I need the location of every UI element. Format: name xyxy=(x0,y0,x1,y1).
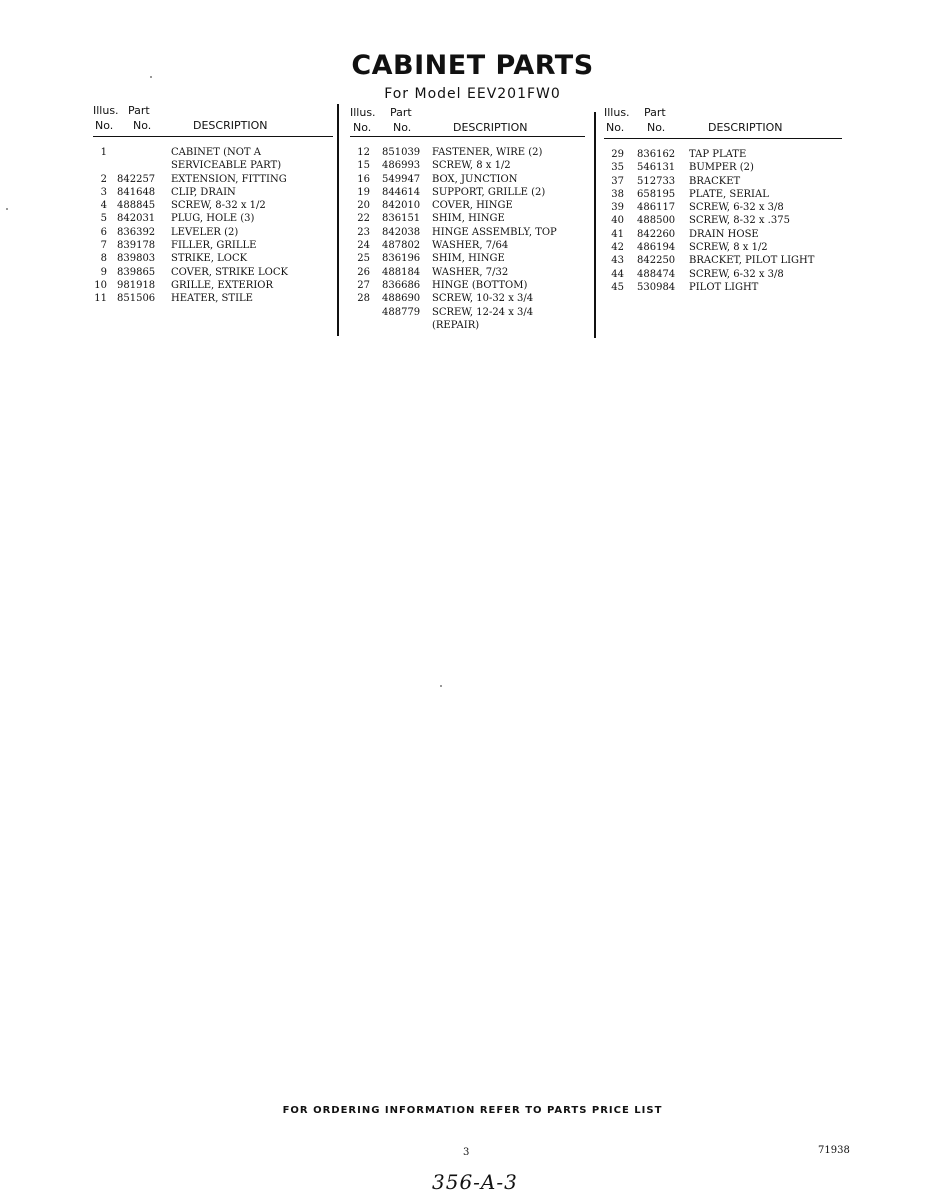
part-description: (REPAIR) xyxy=(432,319,480,331)
illus-number: 4 xyxy=(100,200,107,212)
header-description: DESCRIPTION xyxy=(193,119,268,132)
illus-number: 2 xyxy=(100,173,107,185)
part-number: 839865 xyxy=(117,266,156,278)
part-number: 842010 xyxy=(382,200,421,212)
part-description: BRACKET xyxy=(689,175,741,187)
parts-row xyxy=(93,160,333,173)
header-part: Part xyxy=(390,106,412,119)
parts-row xyxy=(93,200,333,213)
parts-row xyxy=(93,227,333,240)
parts-row xyxy=(604,176,842,189)
part-number: 488184 xyxy=(382,266,421,278)
part-description: BUMPER (2) xyxy=(689,162,754,174)
parts-row xyxy=(350,187,585,200)
part-description: HINGE ASSEMBLY, TOP xyxy=(432,226,557,238)
parts-row xyxy=(604,269,842,282)
illus-number: 7 xyxy=(100,240,107,252)
part-number: 851039 xyxy=(382,147,421,158)
part-description: SCREW, 6-32 x 3/8 xyxy=(689,268,784,280)
part-description: SHIM, HINGE xyxy=(432,213,505,225)
part-description: COVER, HINGE xyxy=(432,200,513,212)
part-description: WASHER, 7/64 xyxy=(432,240,509,252)
part-description: SCREW, 10-32 x 3/4 xyxy=(432,293,534,305)
column-divider xyxy=(594,112,596,338)
illus-number: 23 xyxy=(357,226,370,238)
part-description: SCREW, 8 x 1/2 xyxy=(432,160,511,172)
header-description: DESCRIPTION xyxy=(708,121,783,134)
parts-row xyxy=(350,160,585,173)
part-number: 841648 xyxy=(117,186,156,198)
illus-number: 10 xyxy=(94,279,107,291)
part-description: FASTENER, WIRE (2) xyxy=(432,147,543,158)
illus-number: 3 xyxy=(100,186,107,198)
column-header xyxy=(93,104,333,137)
illus-number: 5 xyxy=(100,213,107,225)
part-description: DRAIN HOSE xyxy=(689,228,759,240)
part-number: 836196 xyxy=(382,253,421,265)
parts-row xyxy=(93,253,333,266)
part-description: SCREW, 8-32 x 1/2 xyxy=(171,200,266,212)
part-number: 842250 xyxy=(637,255,676,267)
part-description: SERVICEABLE PART) xyxy=(171,160,282,172)
part-number: 836151 xyxy=(382,213,421,225)
part-description: PLATE, SERIAL xyxy=(689,188,769,200)
parts-row xyxy=(93,280,333,293)
parts-row xyxy=(93,174,333,187)
part-description: GRILLE, EXTERIOR xyxy=(171,279,274,291)
part-number: 851506 xyxy=(117,293,156,305)
part-description: HINGE (BOTTOM) xyxy=(432,279,528,291)
illus-number: 43 xyxy=(611,255,624,267)
parts-row xyxy=(350,253,585,266)
header-part: Part xyxy=(644,106,666,119)
illus-number: 42 xyxy=(611,242,624,254)
part-description: TAP PLATE xyxy=(689,149,747,160)
scan-speck xyxy=(150,76,152,78)
parts-row xyxy=(604,215,842,228)
illus-number: 11 xyxy=(94,293,107,305)
part-description: HEATER, STILE xyxy=(171,293,253,305)
part-number: 488474 xyxy=(637,268,676,280)
parts-column-3 xyxy=(604,106,842,295)
parts-row xyxy=(350,213,585,226)
illus-number: 38 xyxy=(611,188,624,200)
illus-number: 12 xyxy=(357,147,370,158)
parts-row xyxy=(350,293,585,306)
part-number: 836162 xyxy=(637,149,676,160)
part-number: 658195 xyxy=(637,188,676,200)
part-number: 842031 xyxy=(117,213,156,225)
parts-row xyxy=(93,240,333,253)
column-header xyxy=(604,106,842,139)
header-illus: Illus. xyxy=(350,106,376,119)
page-number: 3 xyxy=(463,1147,470,1158)
parts-row xyxy=(93,267,333,280)
parts-row xyxy=(604,149,842,162)
illus-number: 24 xyxy=(357,240,370,252)
illus-number: 39 xyxy=(611,202,624,214)
header-illus-no: No. xyxy=(353,121,372,134)
part-description: CLIP, DRAIN xyxy=(171,186,236,198)
part-number: 842038 xyxy=(382,226,421,238)
page-title: CABINET PARTS xyxy=(351,50,594,81)
part-description: LEVELER (2) xyxy=(171,226,239,238)
scan-speck xyxy=(6,208,8,210)
parts-row xyxy=(93,147,333,160)
header-illus-no: No. xyxy=(95,119,114,132)
part-description: SCREW, 12-24 x 3/4 xyxy=(432,306,534,318)
illus-number: 35 xyxy=(611,162,624,174)
parts-row xyxy=(604,255,842,268)
part-number: 512733 xyxy=(637,175,676,187)
part-number: 487802 xyxy=(382,240,421,252)
parts-row xyxy=(350,280,585,293)
part-description: FILLER, GRILLE xyxy=(171,240,257,252)
parts-row xyxy=(604,242,842,255)
illus-number: 15 xyxy=(357,160,370,172)
illus-number: 8 xyxy=(100,253,107,265)
parts-row xyxy=(350,147,585,160)
parts-rows xyxy=(350,147,585,333)
parts-row xyxy=(350,174,585,187)
ordering-note: FOR ORDERING INFORMATION REFER TO PARTS PRICE LIST xyxy=(282,1105,663,1116)
column-header xyxy=(350,104,585,137)
part-description: SCREW, 6-32 x 3/8 xyxy=(689,202,784,214)
parts-row xyxy=(604,162,842,175)
part-description: BOX, JUNCTION xyxy=(432,173,518,185)
header-part-no: No. xyxy=(393,121,412,134)
parts-row xyxy=(604,282,842,295)
illus-number: 22 xyxy=(357,213,370,225)
parts-row xyxy=(93,187,333,200)
part-number: 546131 xyxy=(637,162,676,174)
part-number: 549947 xyxy=(382,173,421,185)
part-number: 488500 xyxy=(637,215,676,227)
header-part-no: No. xyxy=(647,121,666,134)
part-description: COVER, STRIKE LOCK xyxy=(171,266,288,278)
parts-column-2 xyxy=(350,104,585,333)
parts-row xyxy=(350,267,585,280)
illus-number: 27 xyxy=(357,279,370,291)
part-number: 842260 xyxy=(637,228,676,240)
parts-row xyxy=(350,307,585,320)
illus-number: 1 xyxy=(100,147,107,158)
model-subtitle: For Model EEV201FW0 xyxy=(384,86,561,102)
part-number: 836392 xyxy=(117,226,156,238)
parts-rows xyxy=(93,147,333,307)
illus-number: 19 xyxy=(357,186,370,198)
part-description: SUPPORT, GRILLE (2) xyxy=(432,186,546,198)
illus-number: 37 xyxy=(611,175,624,187)
part-number: 842257 xyxy=(117,173,156,185)
part-description: PILOT LIGHT xyxy=(689,281,759,293)
part-description: EXTENSION, FITTING xyxy=(171,173,287,185)
parts-row xyxy=(350,320,585,333)
illus-number: 44 xyxy=(611,268,624,280)
part-number: 530984 xyxy=(637,281,676,293)
part-description: CABINET (NOT A xyxy=(171,147,261,158)
header-part: Part xyxy=(128,104,150,117)
illus-number: 16 xyxy=(357,173,370,185)
header-description: DESCRIPTION xyxy=(453,121,528,134)
part-number: 839178 xyxy=(117,240,156,252)
part-description: PLUG, HOLE (3) xyxy=(171,213,255,225)
parts-row xyxy=(604,229,842,242)
parts-rows xyxy=(604,149,842,295)
part-description: STRIKE, LOCK xyxy=(171,253,248,265)
illus-number: 29 xyxy=(611,149,624,160)
part-number: 836686 xyxy=(382,279,421,291)
parts-row xyxy=(604,189,842,202)
illus-number: 20 xyxy=(357,200,370,212)
parts-column-1 xyxy=(93,104,333,307)
part-number: 844614 xyxy=(382,186,421,198)
parts-row xyxy=(350,227,585,240)
parts-row xyxy=(93,213,333,226)
part-number: 839803 xyxy=(117,253,156,265)
illus-number: 41 xyxy=(611,228,624,240)
part-number: 488779 xyxy=(382,306,421,318)
part-description: SHIM, HINGE xyxy=(432,253,505,265)
part-number: 486194 xyxy=(637,242,676,254)
part-description: SCREW, 8 x 1/2 xyxy=(689,242,768,254)
header-part-no: No. xyxy=(133,119,152,132)
illus-number: 25 xyxy=(357,253,370,265)
illus-number: 9 xyxy=(100,266,107,278)
header-illus: Illus. xyxy=(93,104,119,117)
handwritten-note: 356-A-3 xyxy=(432,1170,518,1194)
illus-number: 28 xyxy=(357,293,370,305)
illus-number: 45 xyxy=(611,281,624,293)
document-number: 71938 xyxy=(818,1145,850,1156)
part-description: BRACKET, PILOT LIGHT xyxy=(689,255,815,267)
part-description: SCREW, 8-32 x .375 xyxy=(689,215,790,227)
part-number: 486993 xyxy=(382,160,421,172)
part-number: 486117 xyxy=(637,202,676,214)
column-divider xyxy=(337,104,339,336)
part-number: 981918 xyxy=(117,279,156,291)
parts-row xyxy=(93,293,333,306)
illus-number: 40 xyxy=(611,215,624,227)
part-number: 488845 xyxy=(117,200,156,212)
illus-number: 26 xyxy=(357,266,370,278)
parts-row xyxy=(350,240,585,253)
scan-speck xyxy=(440,685,442,687)
header-illus: Illus. xyxy=(604,106,630,119)
parts-row xyxy=(604,202,842,215)
part-number: 488690 xyxy=(382,293,421,305)
part-description: WASHER, 7/32 xyxy=(432,266,509,278)
header-illus-no: No. xyxy=(606,121,625,134)
illus-number: 6 xyxy=(100,226,107,238)
parts-row xyxy=(350,200,585,213)
